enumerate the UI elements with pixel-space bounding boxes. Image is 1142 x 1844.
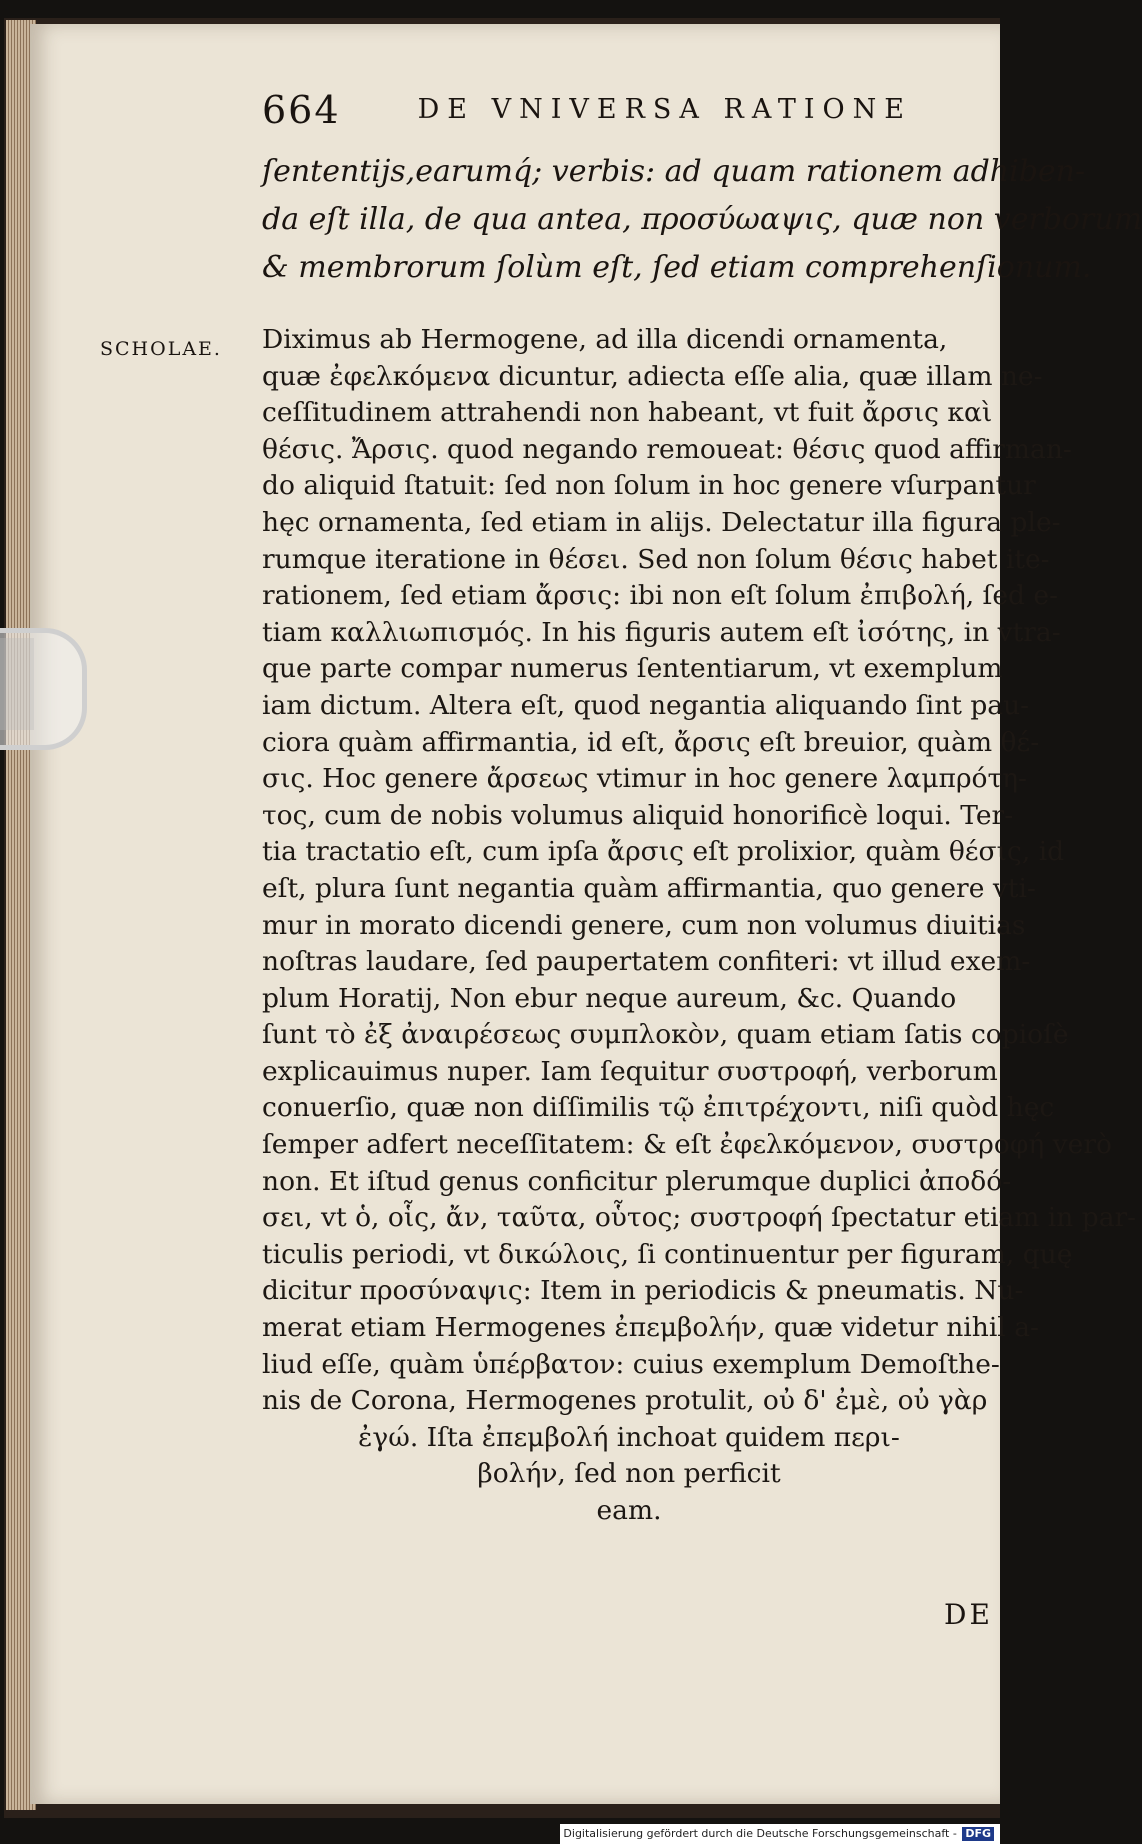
text-line: Diximus ab Hermogene, ad illa dicendi ornamenta, xyxy=(262,324,948,355)
text-line: ſunt τὸ ἐξ ἀναιρέσεως συμπλοκὸν, quam etiam ſatis copioſè xyxy=(262,1019,1069,1051)
text-line: ſemper adfert neceſſitatem: & eſt ἐφελκόμενον, συστροφή verò xyxy=(262,1129,1112,1161)
dfg-logo: DFG xyxy=(962,1827,994,1841)
text-line: tiam καλλιωπισμός. In his figuris autem eſt ἰσότης, in vtra- xyxy=(262,616,1061,648)
text-line: rumque iteratione in θέσει. Sed non ſolum θέσις habet ite- xyxy=(262,543,1050,575)
running-title: DE VNIVERSA RATIONE xyxy=(417,94,912,125)
text-line: que parte compar numerus ſententiarum, vt exemplum xyxy=(262,653,1003,685)
text-line: nis de Corona, Hermogenes protulit, οὐ δ' ἐμὲ, οὐ γὰρ xyxy=(262,1385,988,1417)
italic-paragraph xyxy=(262,148,1142,292)
digitization-footer xyxy=(560,1824,1000,1844)
text-line: plum Horatij, Non ebur neque aureum, &c. Quando xyxy=(262,982,957,1014)
text-line: liud eſſe, quàm ὑπέρβατον: cuius exemplum Demoſthe- xyxy=(262,1348,1000,1380)
text-line: θέσις. Ἄρσις. quod negando remoueat: θέσις quod affirman- xyxy=(262,433,1072,465)
text-line: noſtras laudare, ſed paupertatem confiteri: vt illud exem- xyxy=(262,946,1031,978)
text-line: ceſſitudinem attrahendi non habeant, vt fuit ἄρσις καὶ xyxy=(262,397,993,429)
text-line: quæ ἐφελκόμενα dicuntur, adiecta eſſe alia, quæ illam ne- xyxy=(262,360,1043,392)
page-number: 664 xyxy=(262,88,341,132)
text-line: eſt, plura ſunt negantia quàm affirmantia, quo genere vti- xyxy=(262,872,1036,904)
text-line: iam dictum. Altera eſt, quod negantia aliquando ſint pau- xyxy=(262,689,1030,721)
text-line: ἐγώ. Iſta ἐπεμβολή inchoat quidem περι- xyxy=(358,1421,900,1453)
text-line: non. Et iſtud genus conficitur plerumque duplici ἀποδό- xyxy=(262,1165,1012,1197)
text-line: do aliquid ſtatuit: ſed non ſolum in hoc genere vſurpantur xyxy=(262,470,1036,502)
text-line: explicauimus nuper. Iam ſequitur συστροφή, verborum xyxy=(262,1055,998,1087)
text-line: rationem, ſed etiam ἄρσις: ibi non eſt ſolum ἐπιβολή, ſed e- xyxy=(262,580,1059,612)
text-line: βολήν, ſed non perficit xyxy=(477,1458,781,1490)
text-line: da eſt illa, de qua antea, προσύωαψις, quæ non verborum xyxy=(262,202,1142,237)
text-line: mur in morato dicendi genere, cum non volumus diuitias xyxy=(262,909,1026,941)
catchword: DE xyxy=(944,1598,993,1631)
margin-note: SCHOLAE. xyxy=(100,338,222,360)
text-line: hęc ornamenta, ſed etiam in alijs. Delectatur illa figura ple- xyxy=(262,506,1061,538)
text-line: ſententijs,earumq́; verbis: ad quam rationem adhiben- xyxy=(262,154,1086,189)
text-line: σις. Hoc genere ἄρσεως vtimur in hoc genere λαμπρότη- xyxy=(262,763,1027,795)
footer-text: Digitalisierung gefördert durch die Deutsche Forschungsgemeinschaft - xyxy=(563,1827,957,1840)
body-paragraph xyxy=(262,322,1137,1530)
text-line: merat etiam Hermogenes ἐπεμβολήν, quæ videtur nihil a- xyxy=(262,1312,1039,1344)
text-line: eam. xyxy=(596,1495,662,1526)
text-line: dicitur προσύναψις: Item in periodicis & pneumatis. Nu- xyxy=(262,1275,1024,1307)
running-head xyxy=(262,88,912,132)
text-line: conuerſio, quæ non diſſimilis τῷ ἐπιτρέχοντι, niſi quòd hęc xyxy=(262,1092,1055,1124)
text-line: tia tractatio eſt, cum ipſa ἄρσις eſt prolixior, quàm θέσις, id xyxy=(262,836,1065,868)
page-clip xyxy=(0,628,87,750)
text-line: σει, vt ὁ, οἷς, ἄν, ταῦτα, οὗτος; συστροφή ſpectatur etiam in par- xyxy=(262,1202,1137,1234)
text-line: ciora quàm affirmantia, id eſt, ἄρσις eſt breuior, quàm θέ- xyxy=(262,726,1040,758)
text-line: τος, cum de nobis volumus aliquid honorificè loqui. Ter- xyxy=(262,799,1014,831)
text-line: & membrorum ſolùm eſt, ſed etiam comprehenſionum. xyxy=(262,250,1092,285)
text-line: ticulis periodi, vt δικώλοις, ſi continuentur per figuram, quę xyxy=(262,1238,1073,1270)
